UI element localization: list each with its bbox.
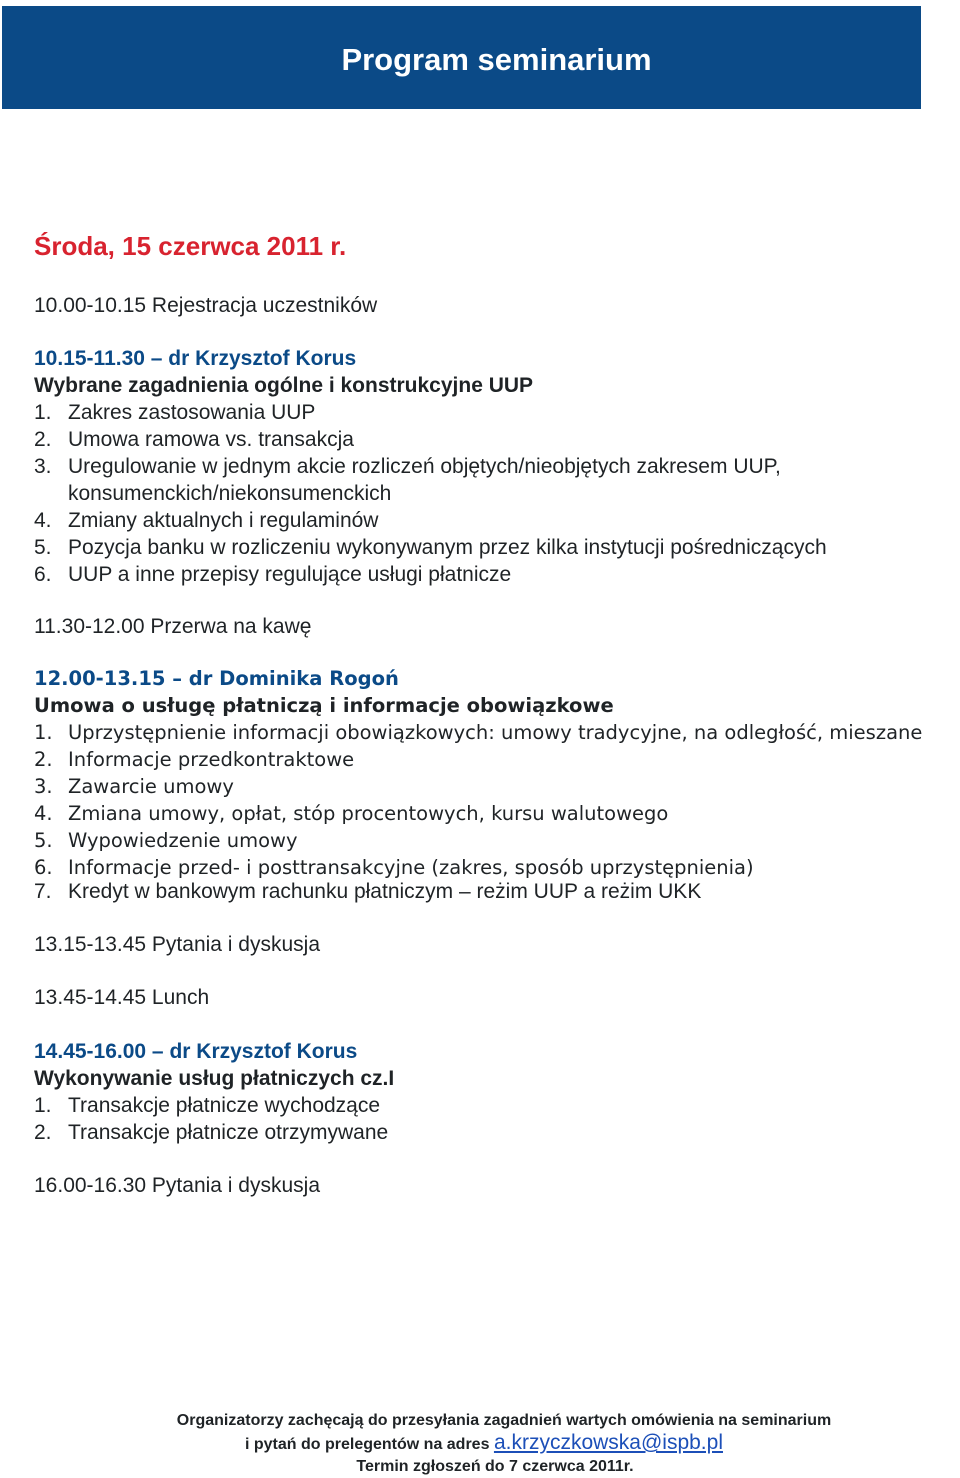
footer-line-2-text: i pytań do prelegentów na adres [244,1436,490,1453]
list-item-text: Zmiany aktualnych i regulaminów [68,509,379,532]
session-3-time-speaker: 14.45-16.00 – dr Krzysztof Korus [34,1040,358,1063]
list-item-number: 1. [34,1094,52,1117]
list-item-text: Uregulowanie w jednym akcie rozliczeń objętych/nieobjętych zakresem UUP, [68,455,781,478]
list-item [34,561,827,588]
list-item-number: 3. [34,775,53,798]
list-item-text: Kredyt w bankowym rachunku płatniczym – reżim UUP a reżim UKK [68,880,702,903]
questions-1-entry: 13.15-13.45 Pytania i dyskusja [34,933,321,956]
list-item-number: 4. [34,509,52,532]
footer-line-1: Organizatorzy zachęcają do przesyłania zagadnień wartych omówienia na seminarium [176,1412,832,1429]
list-item-number: 1. [34,721,53,744]
list-item [34,1092,394,1119]
session-2-topic-list-end [34,878,701,905]
coffee-break-entry: 11.30-12.00 Przerwa na kawę [34,615,312,638]
list-item-text: Pozycja banku w rozliczeniu wykonywanym przez kilka instytucji pośredniczących [68,536,827,559]
list-item-number: 2. [34,748,53,771]
session-2-topic-list [34,719,922,881]
session-1-time-speaker: 10.15-11.30 – dr Krzysztof Korus [34,347,357,370]
list-item [34,453,827,480]
list-item [34,399,827,426]
footer-note [0,1410,960,1478]
list-item-number: 3. [34,455,52,478]
list-item [34,878,701,905]
list-item-number: 2. [34,428,52,451]
list-item-number: 4. [34,802,53,825]
seminar-date: Środa, 15 czerwca 2011 r. [34,231,347,261]
list-item-text: Uprzystępnienie informacji obowiązkowych: umowy tradycyjne, na odległość, mieszane [68,721,923,744]
session-3-topic-list [34,1092,394,1146]
list-item [34,800,922,827]
list-item-number: 7. [34,880,52,903]
list-item-continuation [34,480,827,507]
list-item-number: 2. [34,1121,52,1144]
list-item-text: Wypowiedzenie umowy [68,829,298,852]
list-item-text: Zawarcie umowy [68,775,234,798]
session-3-title: Wykonywanie usług płatniczych cz.I [34,1067,395,1090]
page-title: Program seminarium [341,42,652,77]
list-item-text: Umowa ramowa vs. transakcja [68,428,354,451]
list-item [34,854,922,881]
session-1-topic-list [34,399,827,588]
list-item-number: 1. [34,401,52,424]
session-2-time-speaker: 12.00-13.15 – dr Dominika Rogoń [34,667,399,690]
list-item-text: konsumenckich/niekonsumenckich [68,482,392,505]
footer-deadline: Termin zgłoszeń do 7 czerwca 2011r. [356,1458,634,1475]
list-item-text: Informacje przed- i posttransakcyjne (zakres, sposób uprzystępnienia) [68,856,754,879]
list-item [34,719,922,746]
list-item [34,534,827,561]
list-item [34,773,922,800]
list-item-text: Transakcje płatnicze otrzymywane [68,1121,389,1144]
list-item-number: 6. [34,563,52,586]
list-item-text: Zakres zastosowania UUP [68,401,316,424]
list-item [34,1119,394,1146]
list-item-number: 5. [34,829,53,852]
contact-email-link[interactable]: a.krzyczkowska@ispb.pl [493,1431,723,1454]
session-2-last-item [34,878,701,905]
list-item-number: 5. [34,536,52,559]
header-banner [2,6,921,109]
list-item-text: Zmiana umowy, opłat, stóp procentowych, kursu walutowego [68,802,669,825]
session-2-title: Umowa o usługę płatniczą i informacje obowiązkowe [34,694,614,717]
list-item-number: 6. [34,856,53,879]
list-item [34,426,827,453]
footer-line-2 [0,1432,960,1456]
list-item-text: Transakcje płatnicze wychodzące [68,1094,381,1117]
list-item-text: UUP a inne przepisy regulujące usługi płatnicze [68,563,512,586]
list-item-number [34,480,68,507]
questions-2-entry: 16.00-16.30 Pytania i dyskusja [34,1174,321,1197]
session-2 [34,665,922,881]
list-item [34,827,922,854]
session-1 [34,345,827,588]
lunch-entry: 13.45-14.45 Lunch [34,986,210,1009]
registration-entry: 10.00-10.15 Rejestracja uczestników [34,294,378,317]
list-item [34,507,827,534]
list-item [34,746,922,773]
session-1-title: Wybrane zagadnienia ogólne i konstrukcyjne UUP [34,374,534,397]
session-3 [34,1038,394,1146]
list-item-text: Informacje przedkontraktowe [68,748,355,771]
